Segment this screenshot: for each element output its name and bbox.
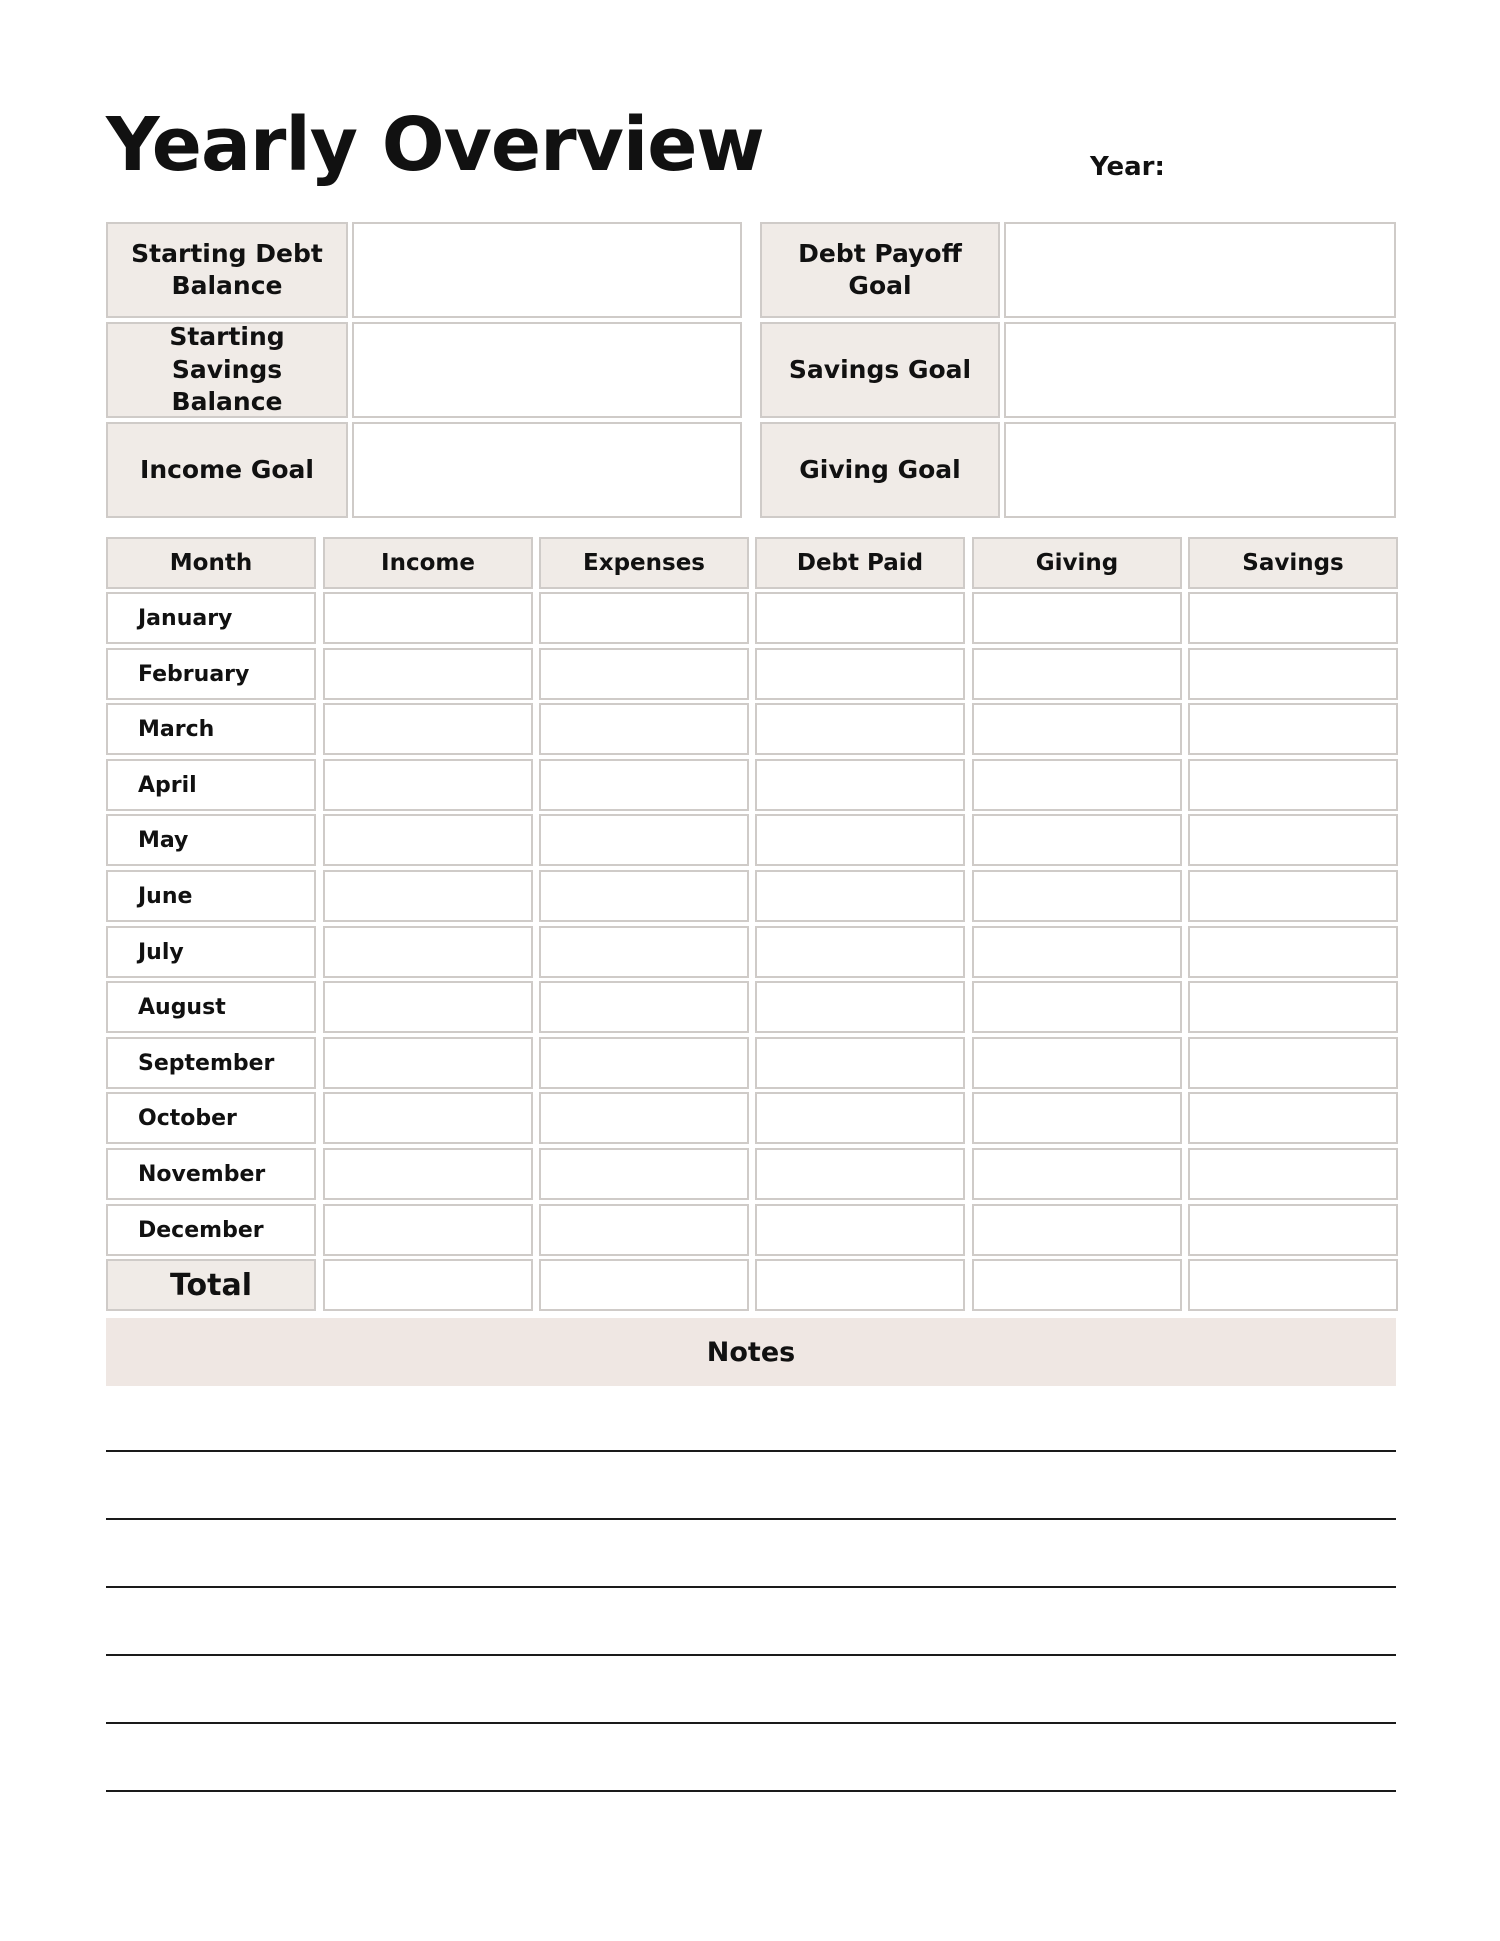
note-line[interactable] (106, 1654, 1396, 1656)
cell-february-income[interactable] (323, 648, 533, 700)
note-line[interactable] (106, 1450, 1396, 1452)
cell-june-savings[interactable] (1188, 870, 1398, 922)
column-header-month: Month (106, 537, 316, 589)
cell-march-income[interactable] (323, 703, 533, 755)
page-title: Yearly Overview (106, 102, 764, 188)
cell-january-giving[interactable] (972, 592, 1182, 644)
cell-february-giving[interactable] (972, 648, 1182, 700)
month-label-july: July (106, 926, 316, 978)
cell-february-debt-paid[interactable] (755, 648, 965, 700)
cell-september-expenses[interactable] (539, 1037, 749, 1089)
cell-october-income[interactable] (323, 1092, 533, 1144)
cell-march-giving[interactable] (972, 703, 1182, 755)
cell-july-debt-paid[interactable] (755, 926, 965, 978)
goal-input-starting-savings-balance[interactable] (352, 322, 742, 418)
goal-input-income-goal[interactable] (352, 422, 742, 518)
cell-july-giving[interactable] (972, 926, 1182, 978)
cell-april-giving[interactable] (972, 759, 1182, 811)
cell-january-savings[interactable] (1188, 592, 1398, 644)
cell-august-income[interactable] (323, 981, 533, 1033)
column-header-giving: Giving (972, 537, 1182, 589)
cell-march-expenses[interactable] (539, 703, 749, 755)
notes-header: Notes (106, 1318, 1396, 1386)
goal-label-giving-goal: Giving Goal (760, 422, 1000, 518)
cell-november-expenses[interactable] (539, 1148, 749, 1200)
year-label: Year: (1090, 152, 1165, 182)
goal-input-debt-payoff-goal[interactable] (1004, 222, 1396, 318)
cell-july-income[interactable] (323, 926, 533, 978)
cell-april-income[interactable] (323, 759, 533, 811)
cell-total-debt-paid[interactable] (755, 1259, 965, 1311)
goal-label-income-goal: Income Goal (106, 422, 348, 518)
goal-input-giving-goal[interactable] (1004, 422, 1396, 518)
cell-may-savings[interactable] (1188, 814, 1398, 866)
month-label-october: October (106, 1092, 316, 1144)
cell-january-expenses[interactable] (539, 592, 749, 644)
cell-november-debt-paid[interactable] (755, 1148, 965, 1200)
cell-june-expenses[interactable] (539, 870, 749, 922)
goal-input-starting-debt-balance[interactable] (352, 222, 742, 318)
cell-january-debt-paid[interactable] (755, 592, 965, 644)
cell-august-savings[interactable] (1188, 981, 1398, 1033)
note-line[interactable] (106, 1790, 1396, 1792)
note-line[interactable] (106, 1586, 1396, 1588)
goal-label-savings-goal: Savings Goal (760, 322, 1000, 418)
cell-november-income[interactable] (323, 1148, 533, 1200)
cell-august-expenses[interactable] (539, 981, 749, 1033)
cell-september-income[interactable] (323, 1037, 533, 1089)
column-header-debt-paid: Debt Paid (755, 537, 965, 589)
cell-october-giving[interactable] (972, 1092, 1182, 1144)
cell-december-debt-paid[interactable] (755, 1204, 965, 1256)
month-label-september: September (106, 1037, 316, 1089)
cell-april-savings[interactable] (1188, 759, 1398, 811)
goal-label-debt-payoff-goal: Debt Payoff Goal (760, 222, 1000, 318)
cell-september-giving[interactable] (972, 1037, 1182, 1089)
cell-june-debt-paid[interactable] (755, 870, 965, 922)
cell-march-savings[interactable] (1188, 703, 1398, 755)
column-header-savings: Savings (1188, 537, 1398, 589)
goal-input-savings-goal[interactable] (1004, 322, 1396, 418)
note-line[interactable] (106, 1722, 1396, 1724)
column-header-income: Income (323, 537, 533, 589)
cell-july-savings[interactable] (1188, 926, 1398, 978)
cell-february-expenses[interactable] (539, 648, 749, 700)
cell-november-savings[interactable] (1188, 1148, 1398, 1200)
cell-april-expenses[interactable] (539, 759, 749, 811)
total-label: Total (106, 1259, 316, 1311)
note-line[interactable] (106, 1518, 1396, 1520)
cell-december-expenses[interactable] (539, 1204, 749, 1256)
cell-total-expenses[interactable] (539, 1259, 749, 1311)
cell-total-savings[interactable] (1188, 1259, 1398, 1311)
month-label-august: August (106, 981, 316, 1033)
cell-december-savings[interactable] (1188, 1204, 1398, 1256)
month-label-may: May (106, 814, 316, 866)
goal-label-starting-savings-balance: Starting Savings Balance (106, 322, 348, 418)
cell-august-giving[interactable] (972, 981, 1182, 1033)
cell-september-debt-paid[interactable] (755, 1037, 965, 1089)
cell-december-giving[interactable] (972, 1204, 1182, 1256)
cell-october-savings[interactable] (1188, 1092, 1398, 1144)
cell-march-debt-paid[interactable] (755, 703, 965, 755)
cell-may-debt-paid[interactable] (755, 814, 965, 866)
cell-june-income[interactable] (323, 870, 533, 922)
month-label-february: February (106, 648, 316, 700)
goal-label-starting-debt-balance: Starting Debt Balance (106, 222, 348, 318)
cell-july-expenses[interactable] (539, 926, 749, 978)
month-label-december: December (106, 1204, 316, 1256)
cell-august-debt-paid[interactable] (755, 981, 965, 1033)
cell-january-income[interactable] (323, 592, 533, 644)
month-label-january: January (106, 592, 316, 644)
cell-total-giving[interactable] (972, 1259, 1182, 1311)
cell-april-debt-paid[interactable] (755, 759, 965, 811)
cell-september-savings[interactable] (1188, 1037, 1398, 1089)
cell-may-expenses[interactable] (539, 814, 749, 866)
cell-may-giving[interactable] (972, 814, 1182, 866)
month-label-june: June (106, 870, 316, 922)
cell-february-savings[interactable] (1188, 648, 1398, 700)
cell-october-debt-paid[interactable] (755, 1092, 965, 1144)
cell-november-giving[interactable] (972, 1148, 1182, 1200)
cell-may-income[interactable] (323, 814, 533, 866)
cell-june-giving[interactable] (972, 870, 1182, 922)
cell-total-income[interactable] (323, 1259, 533, 1311)
cell-october-expenses[interactable] (539, 1092, 749, 1144)
month-label-april: April (106, 759, 316, 811)
month-label-march: March (106, 703, 316, 755)
month-label-november: November (106, 1148, 316, 1200)
cell-december-income[interactable] (323, 1204, 533, 1256)
column-header-expenses: Expenses (539, 537, 749, 589)
